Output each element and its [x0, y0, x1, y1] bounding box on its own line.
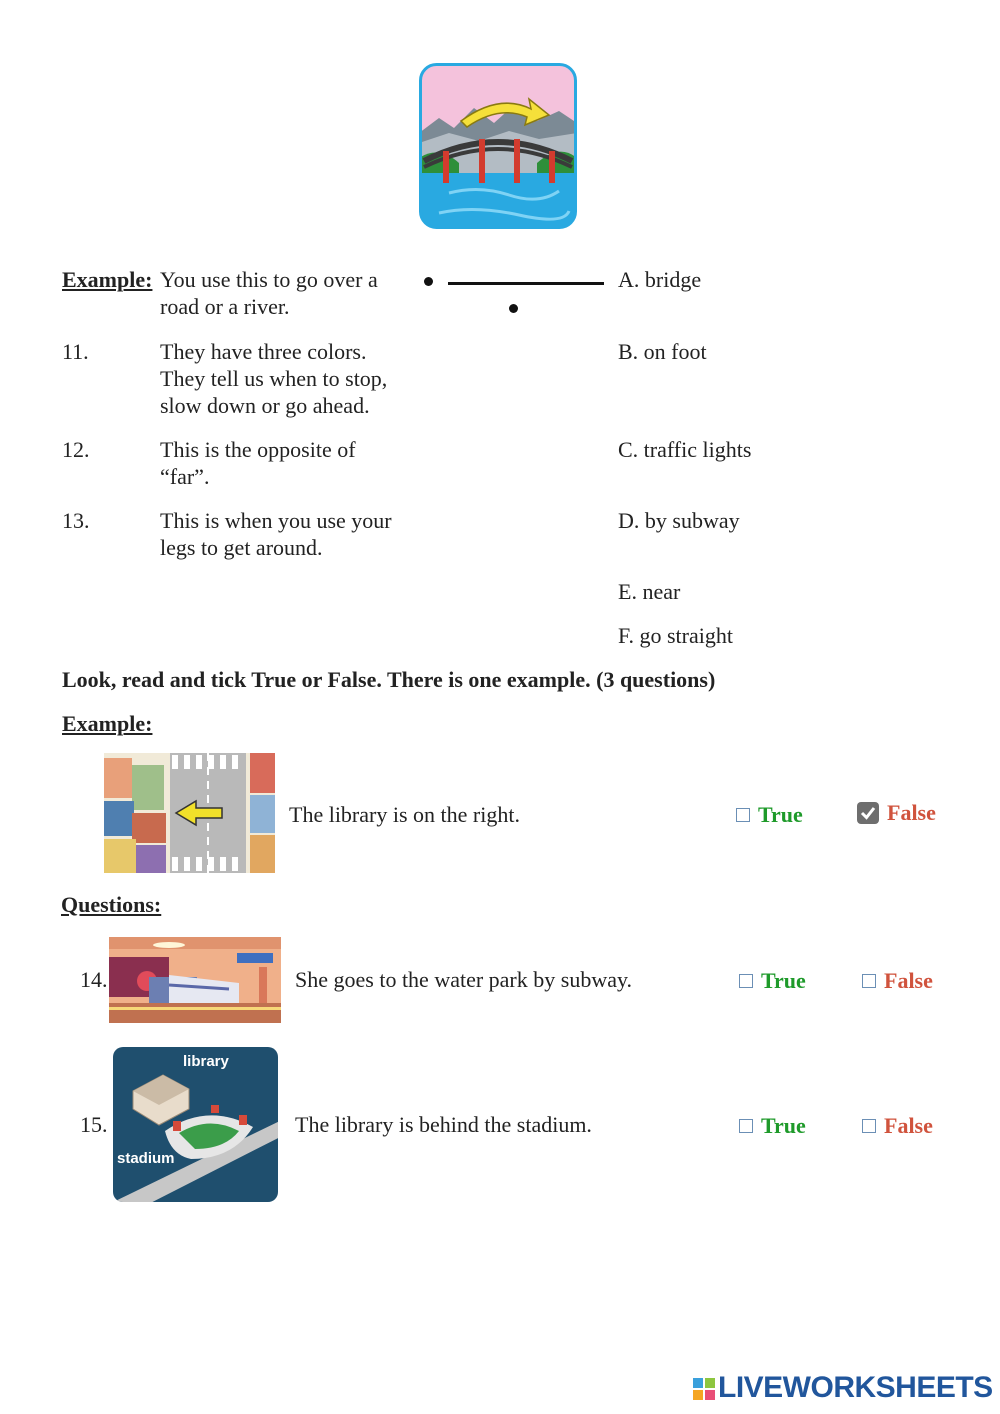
- true-label: True: [758, 802, 803, 827]
- question-14-true-option[interactable]: [739, 968, 806, 994]
- true-label: True: [761, 1113, 806, 1138]
- matching-example-label: Example:: [62, 267, 153, 292]
- matching-item-13-text: This is when you use your legs to get around.: [160, 508, 392, 560]
- false-label: False: [887, 800, 936, 825]
- option-b[interactable]: B. on foot: [618, 339, 707, 364]
- question-15-false-option[interactable]: [862, 1113, 933, 1139]
- stadium-text: stadium: [117, 1150, 175, 1167]
- question-15-true-option[interactable]: [739, 1113, 806, 1139]
- tf-example-label: Example:: [62, 711, 153, 736]
- bridge-illustration: [419, 63, 577, 229]
- tf-example-false-option[interactable]: [857, 800, 936, 826]
- liveworksheets-logo-text: LIVEWORKSHEETS: [718, 1371, 993, 1404]
- false-label: False: [884, 1113, 933, 1138]
- matching-item-13-number: 13.: [62, 508, 90, 533]
- question-15-number: 15.: [80, 1112, 108, 1137]
- example-right-dot: [509, 304, 518, 313]
- checkbox-icon[interactable]: [862, 974, 876, 988]
- question-15-sentence: The library is behind the stadium.: [295, 1112, 592, 1137]
- matching-example-text: You use this to go over a road or a river.: [160, 267, 378, 319]
- subway-illustration: [109, 937, 281, 1023]
- question-14-number: 14.: [80, 967, 108, 992]
- checkbox-icon[interactable]: [739, 1119, 753, 1133]
- liveworksheets-logo-icon: [693, 1378, 715, 1400]
- true-label: True: [761, 968, 806, 993]
- example-left-dot: [424, 277, 433, 286]
- option-e[interactable]: E. near: [618, 579, 681, 604]
- option-c[interactable]: C. traffic lights: [618, 437, 752, 462]
- library-text: library: [183, 1053, 229, 1070]
- checkbox-checked-icon[interactable]: [857, 802, 879, 824]
- option-a[interactable]: A. bridge: [618, 267, 702, 292]
- checkbox-icon[interactable]: [736, 808, 750, 822]
- question-14-false-option[interactable]: [862, 968, 933, 994]
- matching-item-12-text: This is the opposite of “far”.: [160, 437, 356, 489]
- tf-example-sentence: The library is on the right.: [289, 802, 520, 827]
- option-f[interactable]: F. go straight: [618, 623, 733, 648]
- option-d[interactable]: D. by subway: [618, 508, 740, 533]
- example-match-line: [448, 282, 604, 285]
- true-false-instruction: Look, read and tick True or False. There is one example. (3 questions): [62, 667, 716, 692]
- question-14-sentence: She goes to the water park by subway.: [295, 967, 633, 992]
- questions-label: Questions:: [61, 892, 162, 917]
- matching-item-11-text: They have three colors. They tell us when to stop, slow down or go ahead.: [160, 339, 388, 418]
- tf-example-true-option[interactable]: [736, 802, 803, 828]
- checkbox-icon[interactable]: [862, 1119, 876, 1133]
- matching-item-12-number: 12.: [62, 437, 90, 462]
- checkbox-icon[interactable]: [739, 974, 753, 988]
- matching-item-11-number: 11.: [62, 339, 89, 364]
- street-illustration: [104, 753, 275, 873]
- false-label: False: [884, 968, 933, 993]
- library-stadium-illustration: [113, 1047, 278, 1202]
